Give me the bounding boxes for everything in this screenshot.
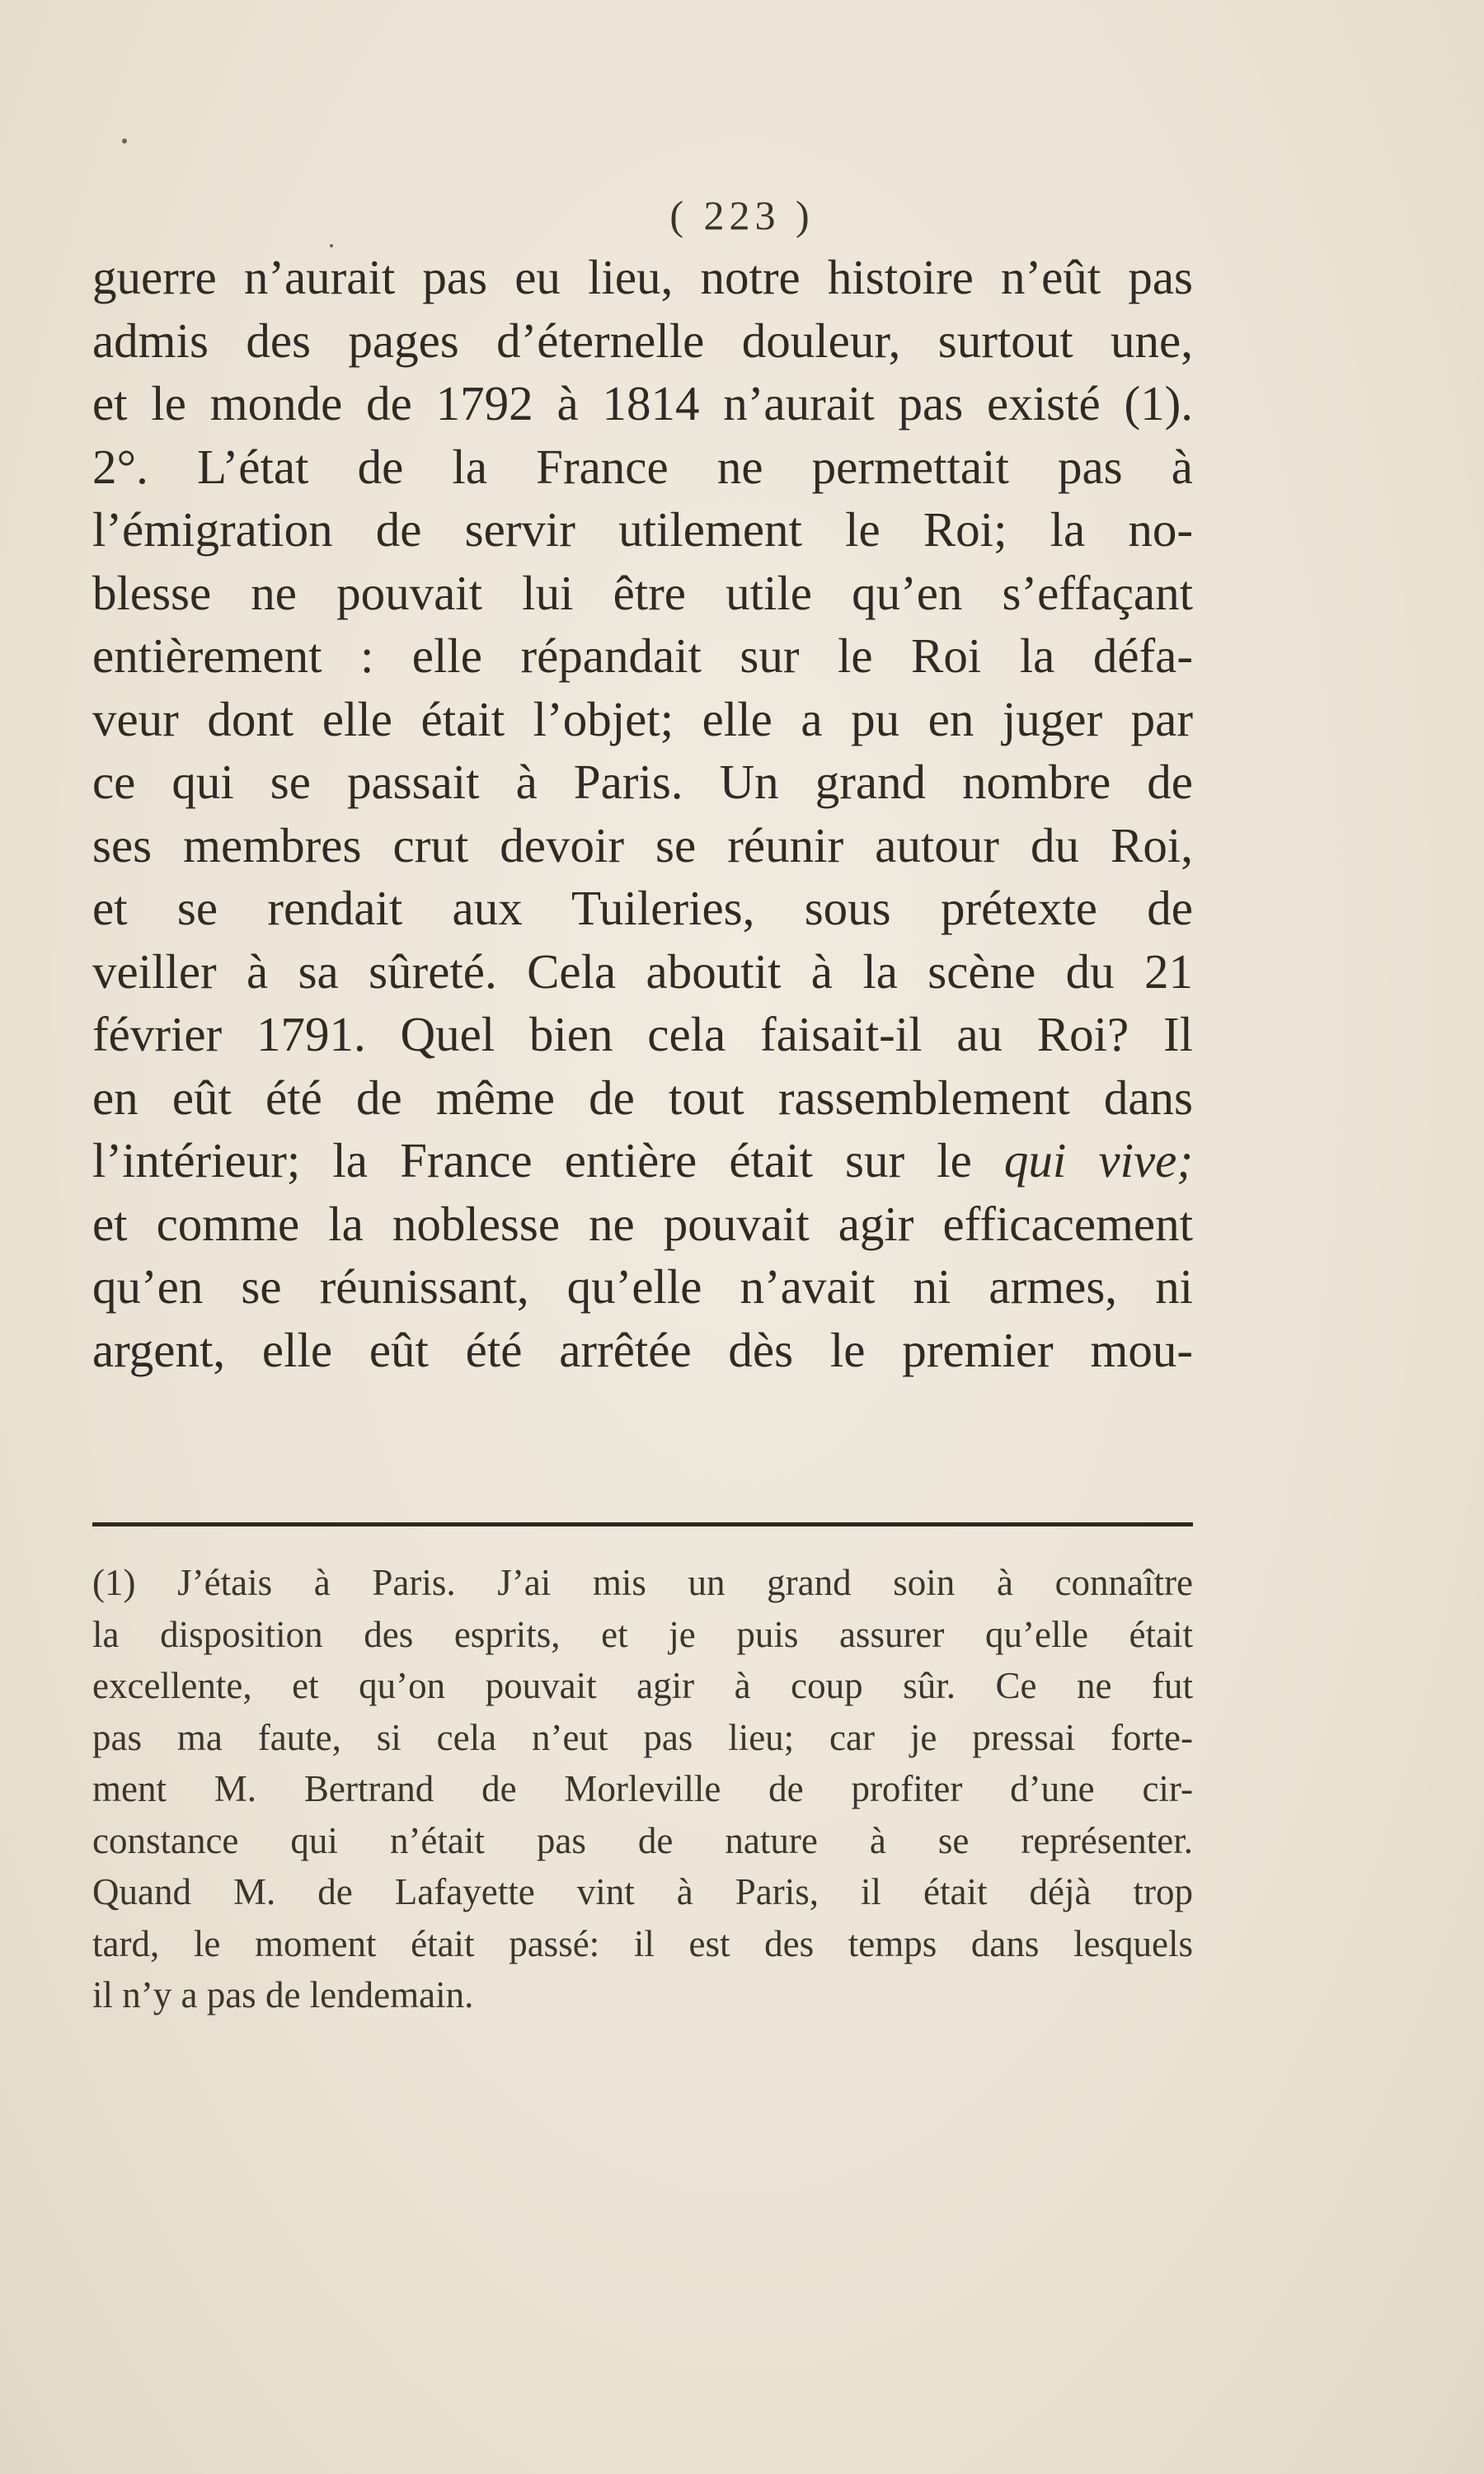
footnote-line: ment M. Bertrand de Morleville de profiter d’une cir-	[92, 1768, 1193, 1809]
text-line: qu’en se réunissant, qu’elle n’avait ni armes, ni	[92, 1259, 1193, 1314]
main-text	[92, 246, 1193, 1381]
text-line: ce qui se passait à Paris. Un grand nombre de	[92, 755, 1193, 809]
italic-phrase: qui vive;	[1003, 1133, 1194, 1188]
text-line: admis des pages d’éternelle douleur, surtout une,	[92, 313, 1193, 368]
text-line: et se rendait aux Tuileries, sous prétexte de	[92, 881, 1193, 935]
text-line-start: l’intérieur; la France entière était sur le	[92, 1133, 972, 1188]
footnote-line: constance qui n’était pas de nature à se représenter.	[92, 1819, 1193, 1861]
text-line: entièrement : elle répandait sur le Roi la défa-	[92, 628, 1193, 683]
text-line-with-italic	[92, 1129, 1193, 1192]
footnote-separator-rule	[92, 1522, 1193, 1526]
footnote-line: (1) J’étais à Paris. J’ai mis un grand soin à connaître	[92, 1562, 1193, 1603]
page-number: ( 223 )	[669, 192, 815, 238]
text-line: et le monde de 1792 à 1814 n’aurait pas existé (1).	[92, 376, 1193, 430]
text-line: veiller à sa sûreté. Cela aboutit à la scène du 21	[92, 943, 1193, 999]
footnote-line: il n’y a pas de lendemain.	[92, 1974, 474, 2015]
text-line: en eût été de même de tout rassemblement dans	[92, 1070, 1193, 1125]
footnote-line: tard, le moment était passé: il est des temps dans lesquels	[92, 1922, 1193, 1964]
text-line: blesse ne pouvait lui être utile qu’en s’effaçant	[92, 565, 1193, 620]
ink-speck	[122, 139, 127, 143]
text-line: veur dont elle était l’objet; elle a pu en juger par	[92, 691, 1193, 746]
text-line: guerre n’aurait pas eu lieu, notre histoire n’eût pas	[92, 250, 1193, 304]
text-line: l’émigration de servir utilement le Roi; la no-	[92, 502, 1193, 557]
text-line: février 1791. Quel bien cela faisait-il au Roi? Il	[92, 1007, 1193, 1061]
footnote-line: pas ma faute, si cela n’eut pas lieu; car je pressai forte-	[92, 1716, 1193, 1758]
footnote	[92, 1557, 1193, 2021]
text-line: ses membres crut devoir se réunir autour du Roi,	[92, 817, 1193, 872]
footnote-line: excellente, et qu’on pouvait agir à coup sûr. Ce ne fut	[92, 1665, 1193, 1706]
footnote-line: Quand M. de Lafayette vint à Paris, il était déjà trop	[92, 1871, 1193, 1912]
text-line: et comme la noblesse ne pouvait agir efficacement	[92, 1196, 1193, 1251]
text-line: 2°. L’état de la France ne permettait pas à	[92, 439, 1193, 494]
footnote-line: la disposition des esprits, et je puis assurer qu’elle était	[92, 1613, 1193, 1655]
text-line: argent, elle eût été arrêtée dès le premier mou-	[92, 1322, 1193, 1377]
